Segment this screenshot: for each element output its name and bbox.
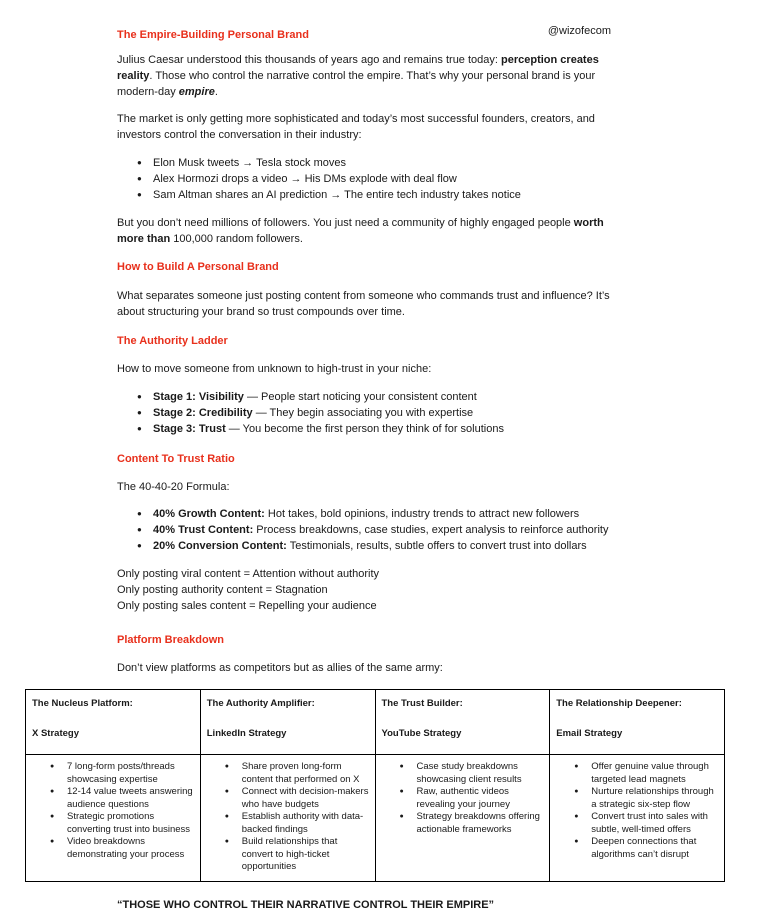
platform-strategy: LinkedIn Strategy <box>206 728 287 739</box>
intro-text: . <box>214 86 218 98</box>
list-item: ● Sam Altman shares an AI prediction → The entire tech industry takes notice <box>137 187 617 203</box>
list-item: ● Convert trust into sales with subtle, well-timed offers <box>556 811 718 836</box>
table-header-cell <box>550 690 724 754</box>
list-item: ● Deepen connections that algorithms can’t disrupt <box>556 836 718 861</box>
platform-name: The Relationship Deepener: <box>556 698 682 709</box>
intro-bold: perception creates reality <box>117 54 599 82</box>
stage-desc: — They begin associating you with expertise <box>252 407 474 419</box>
build-paragraph: What separates someone just posting content from someone who commands trust and influence? It’s about structuring your brand so trust compounds over time. <box>117 290 610 318</box>
formula-desc: Process breakdowns, case studies, expert analysis to reinforce authority <box>253 524 609 536</box>
list-item: ● Video breakdowns demonstrating your process <box>32 836 194 861</box>
section-heading-ladder: The Authority Ladder <box>117 335 228 347</box>
strategy-list <box>207 761 369 874</box>
list-item: ● 12-14 value tweets answering audience questions <box>32 786 194 811</box>
platform-table <box>25 689 725 882</box>
list-item: ● Build relationships that convert to high-ticket opportunities <box>207 836 369 874</box>
table-header-cell <box>376 690 551 754</box>
ladder-list <box>137 389 617 437</box>
intro-text: . Those who control the narrative control the empire. That’s why your personal brand is your modern-day <box>117 70 596 98</box>
table-header-cell <box>26 690 201 754</box>
examples-list <box>137 155 617 203</box>
list-item: ● Offer genuine value through targeted lead magnets <box>556 761 718 786</box>
list-item: ● Elon Musk tweets → Tesla stock moves <box>137 155 617 171</box>
list-item: ● Connect with decision-makers who have budgets <box>207 786 369 811</box>
formula-list <box>137 506 617 554</box>
strategy-list <box>556 761 718 861</box>
section-heading-ratio: Content To Trust Ratio <box>117 453 235 465</box>
list-item: ● Strategic promotions converting trust into business <box>32 811 194 836</box>
ratio-line: Only posting sales content = Repelling your audience <box>117 600 377 612</box>
platform-strategy: X Strategy <box>32 728 79 739</box>
list-item: ● Alex Hormozi drops a video → His DMs explode with deal flow <box>137 171 617 187</box>
platform-intro: Don’t view platforms as competitors but as allies of the same army: <box>117 662 443 674</box>
formula-label: The 40-40-20 Formula: <box>117 481 230 493</box>
table-cell <box>550 755 724 881</box>
stage-desc: — You become the first person they think of for solutions <box>225 423 504 435</box>
platform-strategy: Email Strategy <box>556 728 623 739</box>
author-handle: @wizofecom <box>547 25 611 37</box>
table-header-row <box>26 690 724 755</box>
stage-label: Stage 1: Visibility <box>153 391 244 403</box>
intro-paragraph-1 <box>117 52 617 100</box>
table-cell <box>201 755 376 881</box>
stage-label: Stage 2: Credibility <box>153 407 253 419</box>
ratio-line: Only posting viral content = Attention without authority <box>117 568 380 580</box>
platform-name: The Nucleus Platform: <box>32 698 133 709</box>
intro-paragraph-3 <box>117 215 617 247</box>
platform-name: The Trust Builder: <box>381 698 463 709</box>
table-cell <box>376 755 551 881</box>
list-item <box>137 405 617 421</box>
list-item: ● Strategy breakdowns offering actionable frameworks <box>382 811 544 836</box>
table-cell <box>26 755 201 881</box>
ratio-line: Only posting authority content = Stagnation <box>117 584 328 596</box>
formula-label: 20% Conversion Content: <box>153 540 287 552</box>
intro-text: But you don’t need millions of followers. You just need a community of highly engaged people <box>117 217 574 229</box>
list-item <box>137 389 617 405</box>
section-heading-platform: Platform Breakdown <box>117 634 224 646</box>
list-item: ● Share proven long-form content that performed on X <box>207 761 369 786</box>
formula-label: 40% Trust Content: <box>153 524 254 536</box>
stage-desc: — People start noticing your consistent content <box>243 391 477 403</box>
intro-emphasis: empire <box>178 86 215 98</box>
list-item: ● 7 long-form posts/threads showcasing expertise <box>32 761 194 786</box>
list-item: ● Case study breakdowns showcasing client results <box>382 761 544 786</box>
intro-bold: worth more than <box>117 217 604 245</box>
document-title: The Empire-Building Personal Brand <box>117 29 309 41</box>
list-item: ● Establish authority with data-backed findings <box>207 811 369 836</box>
list-item: ● Raw, authentic videos revealing your journey <box>382 786 544 811</box>
table-body-row <box>26 755 724 881</box>
intro-paragraph-2: The market is only getting more sophisticated and today’s most successful founders, creators, and investors control the conversation in their industry: <box>117 113 595 141</box>
table-header-cell <box>201 690 376 754</box>
formula-desc: Testimonials, results, subtle offers to convert trust into dollars <box>286 540 587 552</box>
strategy-list <box>32 761 194 861</box>
intro-text: Julius Caesar understood this thousands of years ago and remains true today: <box>117 54 502 66</box>
header <box>117 25 611 41</box>
list-item: ● Nurture relationships through a strategic six-step flow <box>556 786 718 811</box>
section-heading-build: How to Build A Personal Brand <box>117 261 279 273</box>
formula-label: 40% Growth Content: <box>153 508 265 520</box>
list-item <box>137 421 617 437</box>
platform-strategy: YouTube Strategy <box>381 728 462 739</box>
closing-quote: “THOSE WHO CONTROL THEIR NARRATIVE CONTROL THEIR EMPIRE” <box>117 899 495 911</box>
formula-desc: Hot takes, bold opinions, industry trends to attract new followers <box>264 508 580 520</box>
ratio-lines <box>117 566 617 614</box>
list-item <box>137 522 617 538</box>
ladder-intro: How to move someone from unknown to high-trust in your niche: <box>117 363 432 375</box>
platform-name: The Authority Amplifier: <box>206 698 315 709</box>
strategy-list <box>382 761 544 836</box>
list-item <box>137 538 617 554</box>
list-item <box>137 506 617 522</box>
intro-text: 100,000 random followers. <box>170 233 303 245</box>
stage-label: Stage 3: Trust <box>153 423 226 435</box>
